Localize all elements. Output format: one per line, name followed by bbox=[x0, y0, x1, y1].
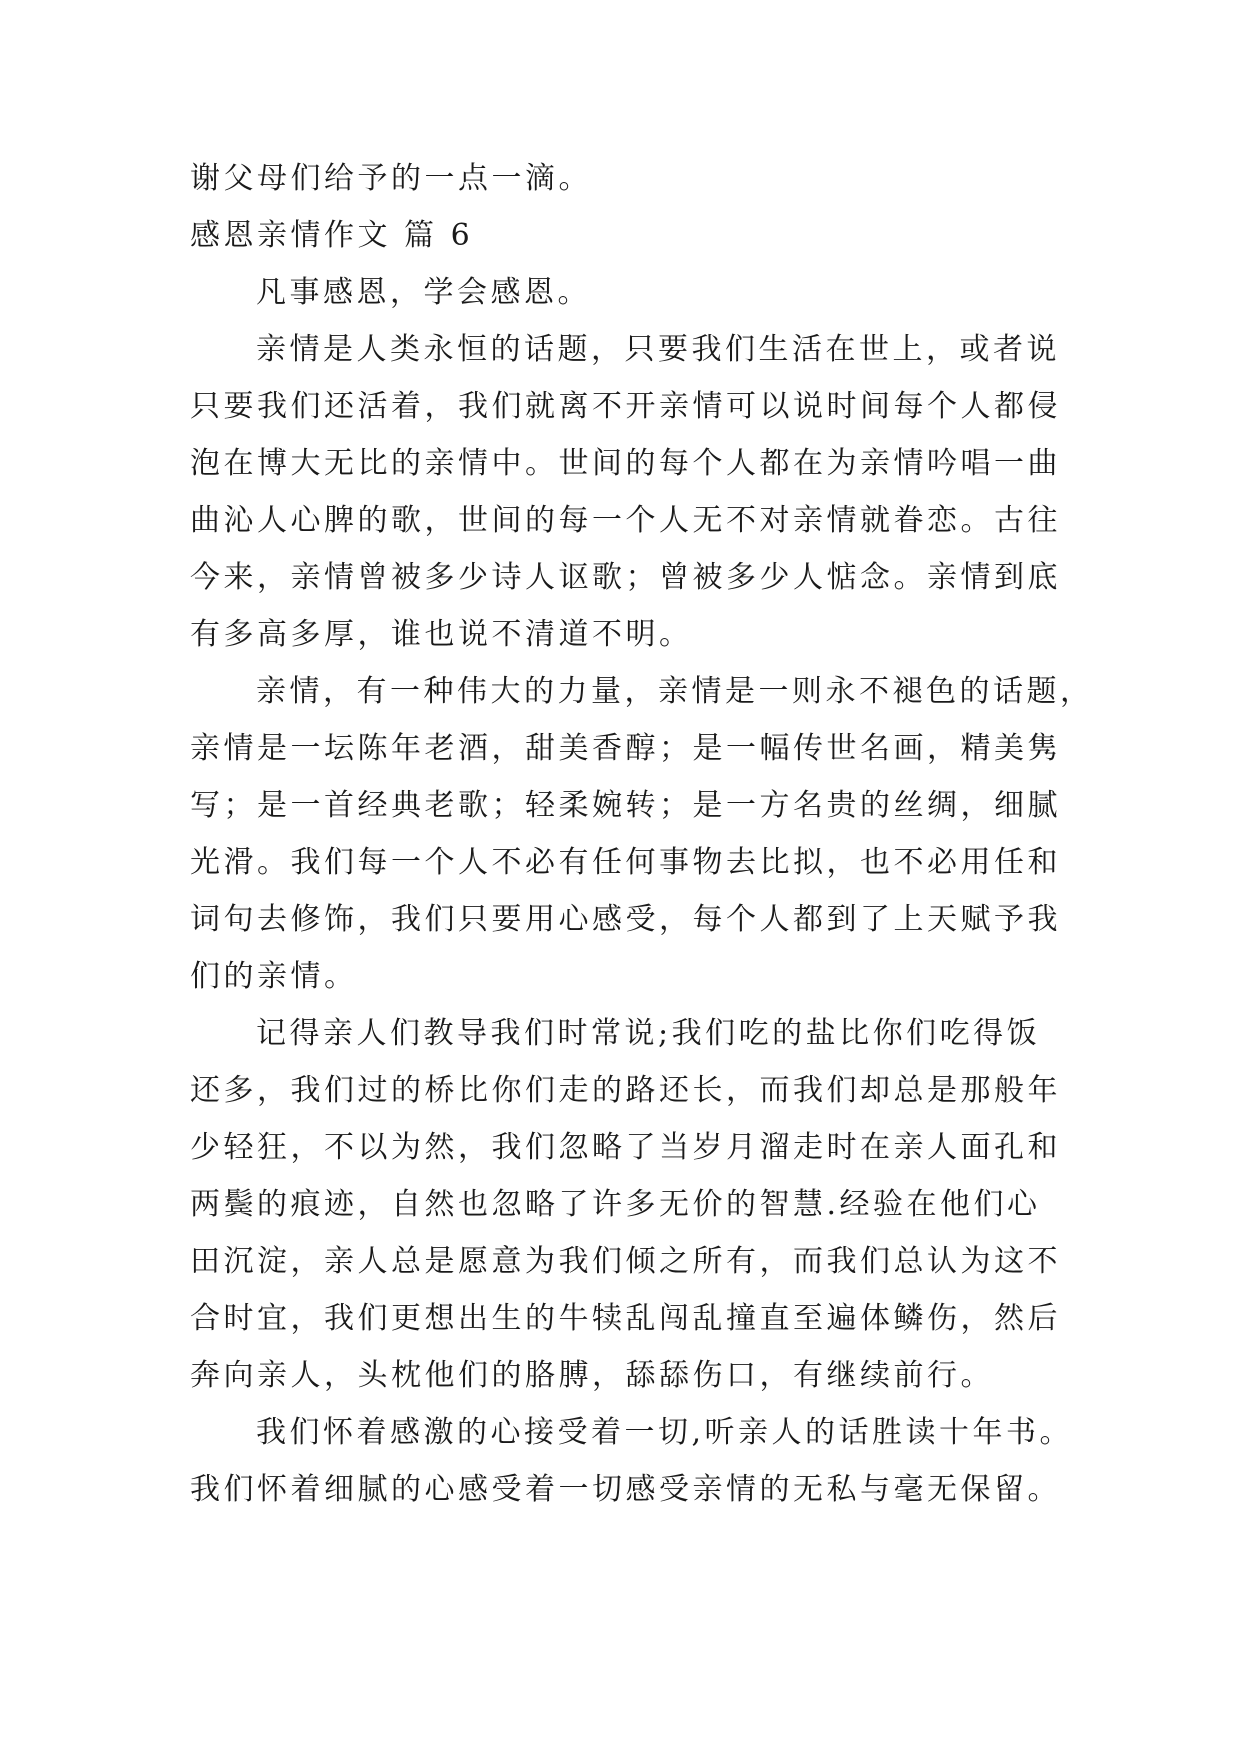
paragraph-line: 曲沁人心脾的歌，世间的每一个人无不对亲情就眷恋。古往 bbox=[190, 503, 1061, 538]
paragraph-line: 少轻狂，不以为然，我们忽略了当岁月溜走时在亲人面孔和 bbox=[190, 1130, 1061, 1165]
paragraph-line: 写；是一首经典老歌；轻柔婉转；是一方名贵的丝绸，细腻 bbox=[190, 788, 1061, 823]
paragraph-line: 词句去修饰，我们只要用心感受，每个人都到了上天赋予我 bbox=[190, 902, 1061, 937]
paragraph-line: 还多，我们过的桥比你们走的路还长，而我们却总是那般年 bbox=[190, 1073, 1061, 1108]
paragraph-line: 亲情，有一种伟大的力量，亲情是一则永不褪色的话题， bbox=[256, 674, 1094, 709]
paragraph-line: 有多高多厚，谁也说不清道不明。 bbox=[190, 617, 693, 652]
paragraph-line: 只要我们还活着，我们就离不开亲情可以说时间每个人都侵 bbox=[190, 389, 1061, 424]
paragraph-line: 奔向亲人，头枕他们的胳膊，舔舔伤口，有继续前行。 bbox=[190, 1358, 994, 1393]
text-line: 谢父母们给予的一点一滴。 bbox=[190, 161, 592, 196]
paragraph-line: 两鬓的痕迹，自然也忽略了许多无价的智慧.经验在他们心 bbox=[190, 1187, 1041, 1222]
paragraph-line: 我们怀着感激的心接受着一切,听亲人的话胜读十年书。 bbox=[256, 1415, 1074, 1450]
paragraph-line: 我们怀着细腻的心感受着一切感受亲情的无私与毫无保留。 bbox=[190, 1472, 1061, 1507]
paragraph-line: 亲情是人类永恒的话题，只要我们生活在世上，或者说 bbox=[256, 332, 1060, 367]
paragraph-line: 合时宜，我们更想出生的牛犊乱闯乱撞直至遍体鳞伤，然后 bbox=[190, 1301, 1061, 1336]
paragraph-line: 今来，亲情曾被多少诗人讴歌；曾被多少人惦念。亲情到底 bbox=[190, 560, 1061, 595]
paragraph-line: 田沉淀，亲人总是愿意为我们倾之所有，而我们总认为这不 bbox=[190, 1244, 1061, 1279]
paragraph-line: 泡在博大无比的亲情中。世间的每个人都在为亲情吟唱一曲 bbox=[190, 446, 1061, 481]
section-heading: 感恩亲情作文 篇 6 bbox=[190, 218, 474, 253]
paragraph-line: 记得亲人们教导我们时常说;我们吃的盐比你们吃得饭 bbox=[256, 1016, 1041, 1051]
paragraph-line: 凡事感恩，学会感恩。 bbox=[256, 275, 591, 310]
paragraph-line: 们的亲情。 bbox=[190, 959, 358, 994]
document-page bbox=[190, 150, 1094, 1518]
paragraph-line: 光滑。我们每一个人不必有任何事物去比拟，也不必用任和 bbox=[190, 845, 1061, 880]
paragraph-line: 亲情是一坛陈年老酒，甜美香醇；是一幅传世名画，精美隽 bbox=[190, 731, 1061, 766]
